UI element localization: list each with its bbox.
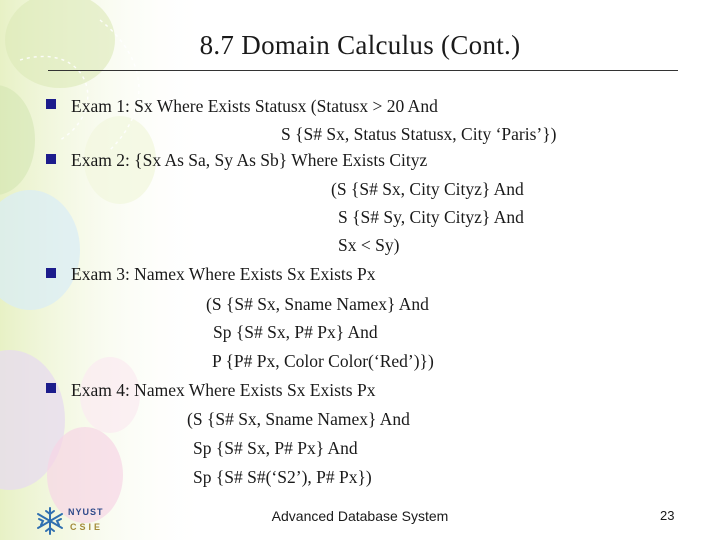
exam-4-line-2: (S {S# Sx, Sname Namex} And	[187, 409, 410, 429]
slide-title: 8.7 Domain Calculus (Cont.)	[199, 30, 521, 60]
exam-1-line-1: Exam 1: Sx Where Exists Statusx (Statusx > 20 And	[71, 96, 438, 116]
title-divider	[48, 70, 678, 71]
exam-2-line-4: Sx < Sy)	[338, 235, 400, 255]
exam-3-line-1: Exam 3: Namex Where Exists Sx Exists Px	[71, 264, 376, 284]
exam-4-line-4: Sp {S# S#(‘S2’), P# Px})	[193, 467, 372, 487]
bullet-marker	[46, 99, 56, 109]
bullet-marker	[46, 154, 56, 164]
exam-1-line-2: S {S# Sx, Status Statusx, City ‘Paris’})	[281, 124, 557, 144]
bullet-marker	[46, 383, 56, 393]
exam-4-line-3: Sp {S# Sx, P# Px} And	[193, 438, 358, 458]
exam-3-line-4: P {P# Px, Color Color(‘Red’)})	[212, 351, 434, 371]
exam-2-line-2: (S {S# Sx, City Cityz} And	[331, 179, 524, 199]
logo-text-csie: CSIE	[70, 522, 104, 532]
logo-text-nyust: NYUST	[68, 507, 104, 517]
exam-3-line-3: Sp {S# Sx, P# Px} And	[213, 322, 378, 342]
exam-2-line-1: Exam 2: {Sx As Sa, Sy As Sb} Where Exists Cityz	[71, 150, 428, 170]
bullet-marker	[46, 268, 56, 278]
exam-3-line-2: (S {S# Sx, Sname Namex} And	[206, 294, 429, 314]
exam-4-line-1: Exam 4: Namex Where Exists Sx Exists Px	[71, 380, 376, 400]
footer-course-name: Advanced Database System	[271, 508, 449, 524]
page-number: 23	[660, 508, 675, 523]
exam-2-line-3: S {S# Sy, City Cityz} And	[338, 207, 524, 227]
